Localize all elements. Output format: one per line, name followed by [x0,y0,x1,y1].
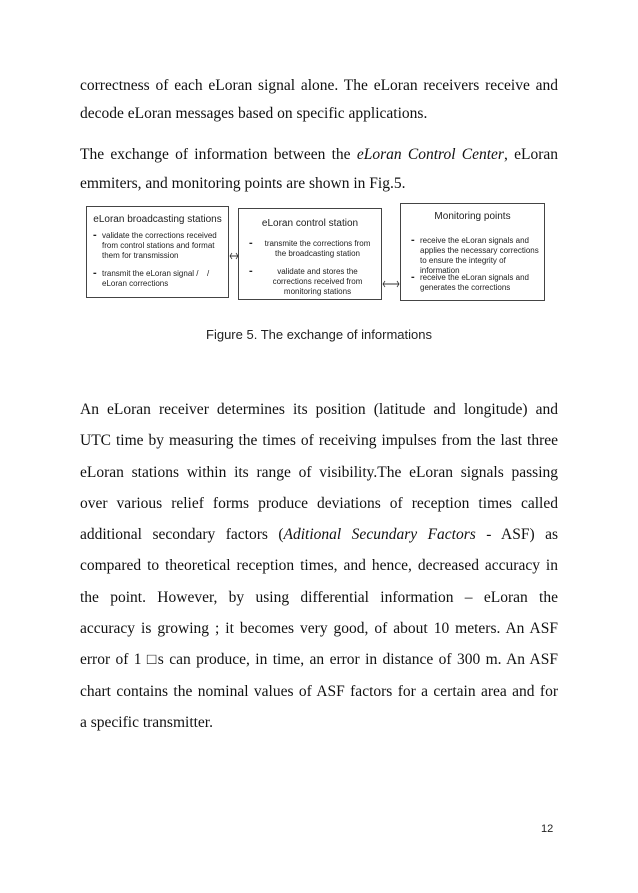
box-title: eLoran broadcasting stations [93,214,222,225]
box-title: Monitoring points [434,211,511,222]
dash-icon: - [411,234,415,246]
bullet-item [249,239,377,259]
bullet-item [411,273,539,293]
dash-icon: - [249,237,253,249]
paragraph-fig-intro [80,140,558,198]
text-line: a specific transmitter. [80,713,213,731]
text-line: An eLoran receiver determines its position (latitude and longitude) and [80,401,558,418]
bullet-item [249,267,377,297]
bullet-text: receive the eLoran signals and generates the corrections [420,273,529,292]
bullet-item [93,269,223,289]
text-line: compared to theoretical reception times, and hence, decreased accuracy in [80,557,558,575]
text-line [80,519,558,550]
emphasis-asf: Aditional Secundary Factors [283,526,476,544]
bullet-text: receive the eLoran signals and applies the necessary corrections to ensure the integrity of information [420,236,539,275]
figure-caption: Figure 5. The exchange of informations [206,327,432,342]
paragraph-continuation [80,72,558,128]
emphasis-control-center: eLoran Control Center [356,146,504,163]
double-arrow-icon [382,278,400,290]
text-segment: transmit the eLoran signal / [102,269,199,278]
text-segment: additional secondary factors ( [80,526,284,544]
paragraph-eloran-receiver [80,394,558,738]
text-line: over various relief forms produce deviations of reception times called [80,494,558,512]
bullet-text [93,269,223,289]
dash-icon: - [93,229,97,241]
bullet-item [93,231,223,261]
text-line: UTC time by measuring the times of receiving impulses from the last three [80,432,558,450]
text-segment: - ASF) as [475,526,558,544]
text-segment: The exchange of information between the [80,146,357,163]
dash-icon: - [93,267,97,279]
text-line: accuracy is growing ; it becomes very good, of about 10 meters. An ASF [80,620,558,638]
box-monitoring-points [400,203,545,301]
box-control-station [238,208,382,300]
slash-mark: / [207,269,210,278]
text-segment: eLoran corrections [102,279,169,288]
text-line [80,140,558,169]
text-line: eLoran stations within its range of visibility.The eLoran signals passing [80,463,558,481]
text-line: decode eLoran messages based on specific applications. [80,105,428,122]
bullet-text: validate and stores the corrections received from monitoring stations [272,267,363,296]
text-line: the point. However, by using differential information – eLoran the [80,588,558,606]
bullet-item [411,236,539,276]
box-broadcasting-stations [86,206,229,298]
page-number: 12 [541,823,554,835]
text-segment: , eLoran [503,146,558,163]
dash-icon: - [249,265,253,277]
box-title: eLoran control station [261,218,359,229]
bullet-text: validate the corrections received from control stations and format them for transmission [102,231,217,260]
text-line: correctness of each eLoran signal alone. The eLoran receivers receive and [80,77,558,94]
bullet-text: transmite the corrections from the broadcasting station [264,239,371,258]
text-line: emmiters, and monitoring points are shown in Fig.5. [80,175,406,192]
text-line: error of 1 □s can produce, in time, an error in distance of 300 m. An ASF [80,651,558,669]
dash-icon: - [411,271,415,283]
text-line: chart contains the nominal values of ASF factors for a certain area and for [80,682,558,700]
